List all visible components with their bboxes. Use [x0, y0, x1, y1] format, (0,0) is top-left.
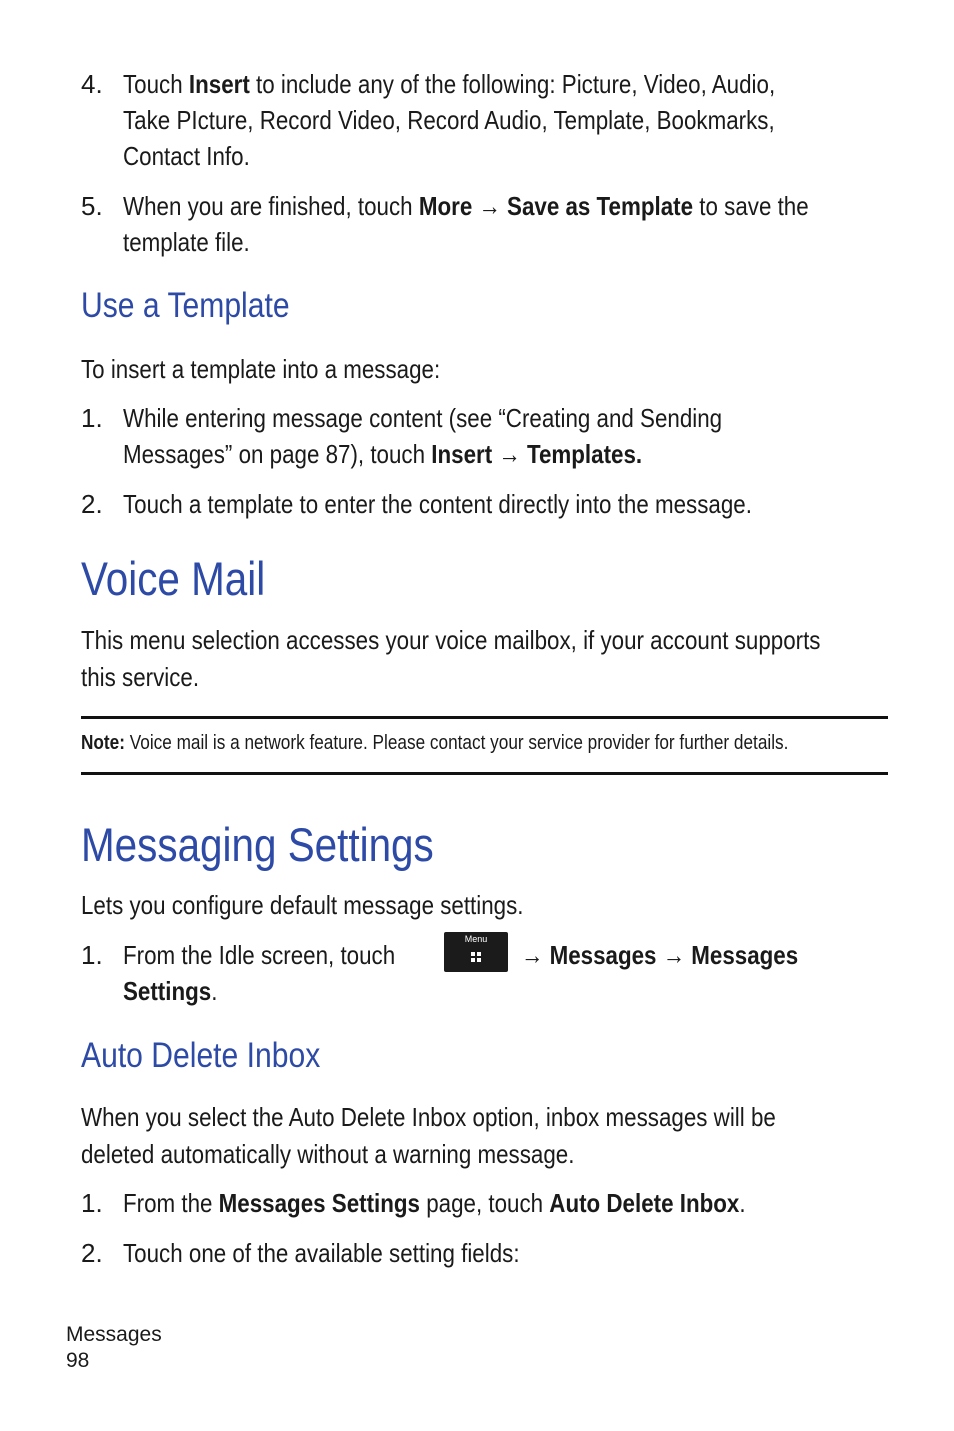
paragraph: this service. — [81, 662, 200, 692]
list-number: 2. — [81, 489, 103, 519]
arrow-icon: → — [492, 439, 527, 469]
arrow-icon: → — [521, 940, 550, 970]
paragraph: Lets you configure default message settings. — [81, 890, 524, 920]
page-title: Voice Mail — [81, 552, 266, 605]
divider — [81, 772, 888, 775]
page-title: Messaging Settings — [81, 818, 434, 871]
list-number: 1. — [81, 940, 103, 970]
divider — [81, 716, 888, 719]
list-number: 1. — [81, 1188, 103, 1218]
list-number: 5. — [81, 191, 103, 221]
list-number: 4. — [81, 69, 103, 99]
note-box — [81, 732, 904, 755]
list-number: 2. — [81, 1238, 103, 1268]
paragraph: deleted automatically without a warning message. — [81, 1139, 575, 1169]
manual-page: 4. Touch Insert to include any of the following: Picture, Video, Audio, Take PIcture, Record Video, Record Audio, Template, Bookmarks, Contact Info. 5. When you are finished, touch More → Save as Template to save the template file. Use a Template To insert a template into a message: 1. While entering message content (see “Creating and Sending Messages” on page 87), touch Insert → Templates. 2. Touch a template to enter the content directly into the message. Voice Mail This menu selection accesses your voice mailbox, if your account supports this service. Note: Voice mail is a network feature. Please contact your service provider for further details. Messaging Settings Lets you configure default message settings. 1. From the Idle screen, touch Menu → Messages → Messages Settings. Auto Delete Inbox When you select the Auto Delete Inbox option, inbox messages will be deleted automatically without a warning message. 1. From the Messages Settings page, touch Auto Delete Inbox. 2. Touch one of the available setting fields: Messages 98 — [0, 0, 954, 1431]
arrow-icon: → — [472, 191, 508, 221]
page-number: 98 — [66, 1349, 90, 1372]
section-heading: Auto Delete Inbox — [81, 1036, 321, 1075]
paragraph: When you select the Auto Delete Inbox option, inbox messages will be — [81, 1102, 776, 1132]
list-number: 1. — [81, 403, 103, 433]
footer-section: Messages — [66, 1323, 162, 1346]
menu-grid-icon — [471, 952, 482, 963]
arrow-icon: → — [656, 940, 692, 970]
note-label: Note: — [81, 732, 125, 754]
paragraph: To insert a template into a message: — [81, 354, 441, 384]
paragraph: This menu selection accesses your voice mailbox, if your account supports — [81, 625, 821, 655]
menu-key-icon: Menu — [444, 932, 508, 972]
note-text: Voice mail is a network feature. Please contact your service provider for further details. — [124, 732, 789, 754]
section-heading: Use a Template — [81, 286, 290, 325]
